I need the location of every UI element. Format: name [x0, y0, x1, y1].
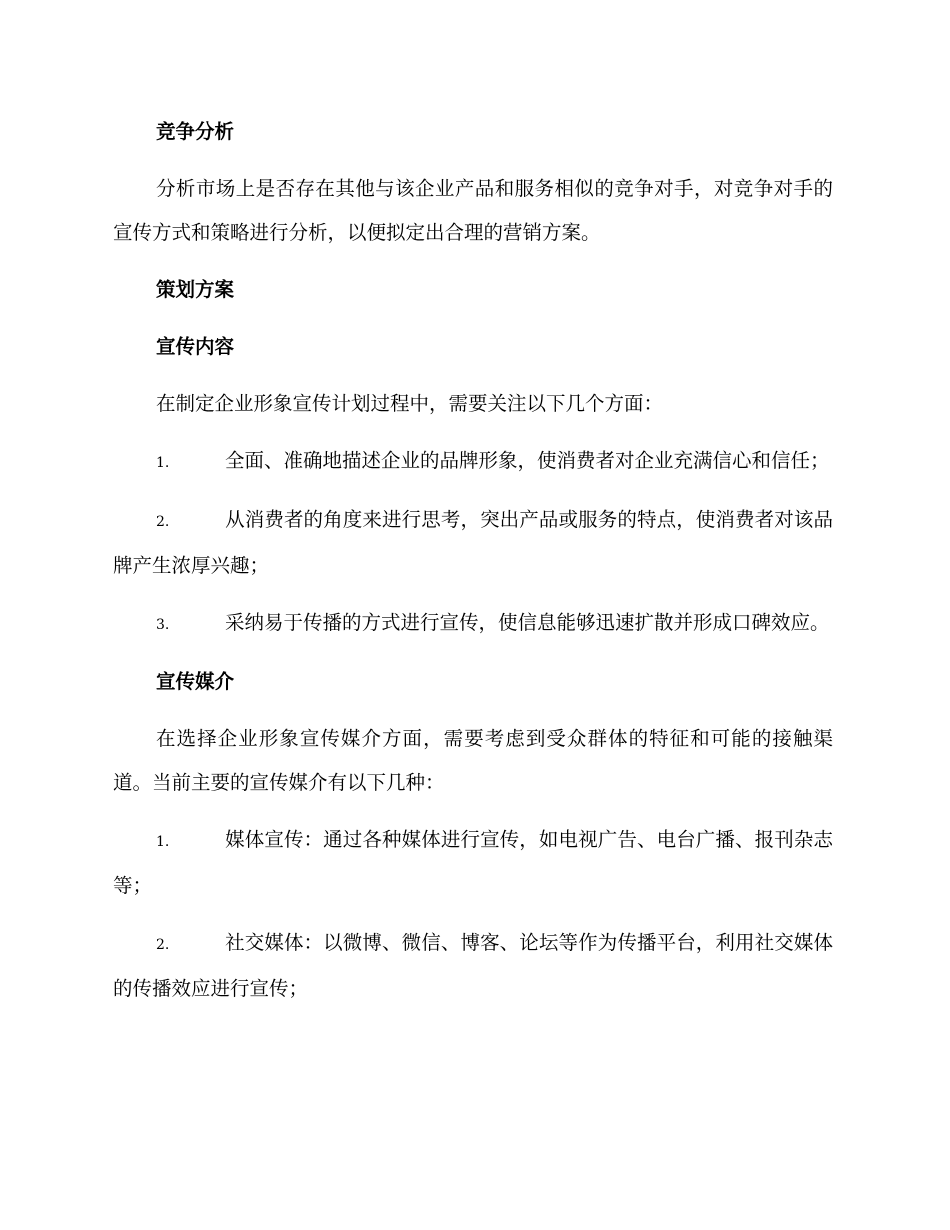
section-heading-competition: 竞争分析: [156, 120, 235, 143]
section-heading-plan: 策划方案: [156, 278, 235, 301]
list-item: [113, 439, 833, 485]
list-item-number: 2.: [156, 937, 170, 953]
paragraph-content-intro: 在制定企业形象宣传计划过程中，需要关注以下几个方面：: [156, 392, 664, 415]
list-item-text: 媒体宣传：通过各种媒体进行宣传，如电视广告、电台广播、报刊杂志等；: [113, 828, 833, 897]
list-item-text: 全面、准确地描述企业的品牌形象，使消费者对企业充满信心和信任；: [225, 449, 830, 472]
paragraph-competition: 分析市场上是否存在其他与该企业产品和服务相似的竞争对手，对竞争对手的宣传方式和策略进行分析，以便拟定出合理的营销方案。: [113, 177, 833, 244]
list-item-text: 从消费者的角度来进行思考，突出产品或服务的特点，使消费者对该品牌产生浓厚兴趣；: [113, 508, 833, 577]
list-item-text: 采纳易于传播的方式进行宣传，使信息能够迅速扩散并形成口碑效应。: [225, 611, 830, 634]
list-item-text: 社交媒体：以微博、微信、博客、论坛等作为传播平台，利用社交媒体的传播效应进行宣传；: [113, 931, 833, 1000]
paragraph-media-intro: 在选择企业形象宣传媒介方面，需要考虑到受众群体的特征和可能的接触渠道。当前主要的宣传媒介有以下几种：: [113, 727, 833, 794]
section-heading-content: 宣传内容: [156, 335, 235, 358]
document-body: [113, 110, 833, 1024]
list-item-number: 3.: [156, 617, 170, 633]
section-heading-media: 宣传媒介: [156, 670, 235, 693]
list-item-number: 2.: [156, 514, 170, 530]
list-item: [113, 921, 833, 1011]
list-item: [113, 818, 833, 908]
list-item: [113, 601, 833, 647]
list-item-number: 1.: [156, 834, 170, 850]
list-item-number: 1.: [156, 455, 170, 471]
list-item: [113, 498, 833, 588]
